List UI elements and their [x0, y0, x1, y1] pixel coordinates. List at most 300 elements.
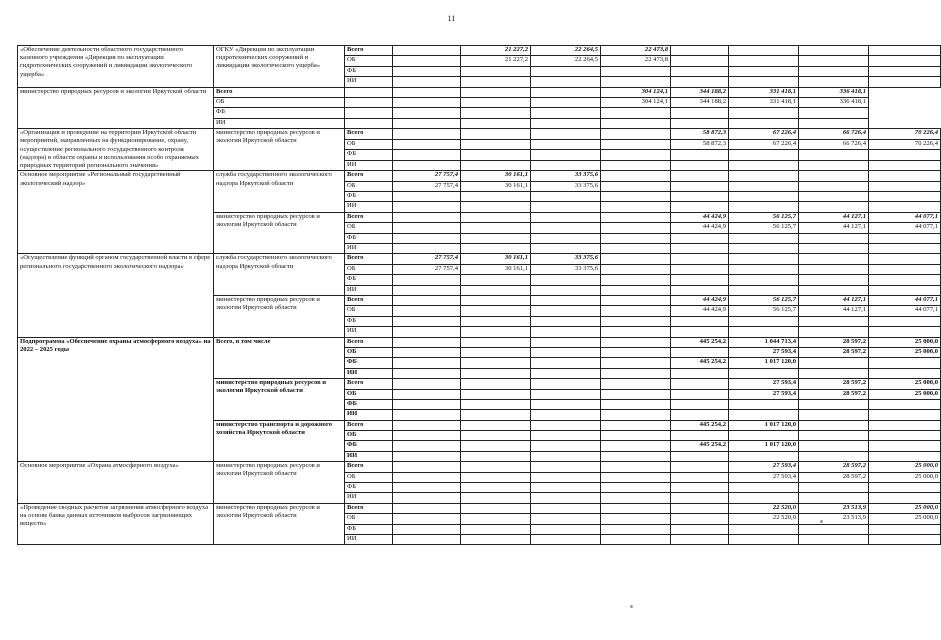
amount-cell: 44 077,1 — [869, 295, 941, 305]
funding-source-cell: ФБ — [345, 441, 393, 451]
funding-source-cell: Всего — [345, 212, 393, 222]
amount-cell — [461, 233, 531, 243]
amount-cell — [601, 316, 671, 326]
amount-cell — [461, 514, 531, 524]
amount-cell — [671, 399, 729, 409]
executor-cell: министерство транспорта и дорожного хозяйства Иркутской области — [214, 420, 345, 462]
executor-cell: министерство природных ресурсов и экологии Иркутской области — [214, 212, 345, 254]
amount-cell: 44 127,1 — [799, 295, 869, 305]
amount-cell — [461, 223, 531, 233]
funding-source-cell: ФБ — [345, 192, 393, 202]
amount-cell: 56 125,7 — [729, 306, 799, 316]
budget-table — [17, 45, 941, 545]
amount-cell: 58 872,3 — [671, 139, 729, 150]
amount-cell — [461, 150, 531, 161]
amount-cell — [531, 472, 601, 482]
amount-cell — [729, 192, 799, 202]
funding-source-cell: ФБ — [345, 275, 393, 285]
amount-cell: 344 188,2 — [671, 97, 729, 107]
amount-cell — [601, 503, 671, 513]
amount-cell — [671, 244, 729, 254]
amount-cell — [461, 244, 531, 254]
amount-cell — [869, 275, 941, 285]
amount-cell — [531, 358, 601, 368]
amount-cell — [461, 410, 531, 420]
amount-cell — [393, 441, 461, 451]
amount-cell — [729, 66, 799, 76]
amount-cell: 30 161,1 — [461, 254, 531, 264]
amount-cell — [799, 118, 869, 128]
amount-cell: 22 264,5 — [531, 56, 601, 66]
amount-cell — [799, 150, 869, 161]
amount-cell: 331 418,1 — [729, 97, 799, 107]
amount-cell: 27 757,4 — [393, 181, 461, 191]
amount-cell — [869, 420, 941, 430]
executor-cell: министерство природных ресурсов и экологии Иркутской области — [214, 129, 345, 171]
amount-cell — [531, 192, 601, 202]
amount-cell — [799, 524, 869, 534]
amount-cell — [799, 233, 869, 243]
amount-cell — [869, 202, 941, 212]
amount-cell — [601, 223, 671, 233]
amount-cell — [729, 316, 799, 326]
amount-cell — [601, 202, 671, 212]
amount-cell: 66 726,4 — [799, 139, 869, 150]
amount-cell — [601, 233, 671, 243]
funding-source-cell: ФБ — [345, 66, 393, 76]
amount-cell: 331 418,1 — [729, 87, 799, 97]
amount-cell — [869, 368, 941, 378]
amount-cell: 44 127,1 — [799, 212, 869, 222]
amount-cell — [601, 192, 671, 202]
amount-cell — [671, 233, 729, 243]
amount-cell — [393, 108, 461, 118]
amount-cell — [671, 171, 729, 181]
amount-cell — [601, 483, 671, 493]
funding-source-cell: ИИ — [345, 534, 393, 544]
amount-cell — [393, 129, 461, 140]
amount-cell — [461, 524, 531, 534]
amount-cell — [869, 233, 941, 243]
amount-cell: 21 227,2 — [461, 46, 531, 56]
amount-cell — [393, 451, 461, 461]
amount-cell — [869, 264, 941, 274]
amount-cell: 56 125,7 — [729, 295, 799, 305]
amount-cell: 1 017 120,0 — [729, 441, 799, 451]
amount-cell — [799, 192, 869, 202]
amount-cell — [799, 56, 869, 66]
amount-cell — [729, 108, 799, 118]
amount-cell — [671, 181, 729, 191]
amount-cell: 445 254,2 — [671, 358, 729, 368]
funding-source-cell: ИИ — [345, 451, 393, 461]
amount-cell — [799, 181, 869, 191]
amount-cell: 27 757,4 — [393, 254, 461, 264]
amount-cell — [393, 389, 461, 399]
amount-cell — [799, 202, 869, 212]
amount-cell — [461, 275, 531, 285]
amount-cell: 22 473,8 — [601, 56, 671, 66]
amount-cell — [671, 347, 729, 357]
amount-cell — [729, 150, 799, 161]
amount-cell — [393, 379, 461, 389]
amount-cell — [869, 77, 941, 87]
amount-cell — [729, 254, 799, 264]
measure-name-cell: «Обеспечение деятельности областного государственного казенного учреждения «Дирекция по эксплуатации гидротехнических сооружений и ликвидации экологического ущерба» — [18, 46, 214, 88]
amount-cell — [393, 118, 461, 128]
amount-cell — [461, 139, 531, 150]
amount-cell — [601, 493, 671, 503]
amount-cell — [461, 368, 531, 378]
amount-cell: 344 188,2 — [671, 87, 729, 97]
amount-cell — [531, 514, 601, 524]
table-row — [18, 337, 941, 347]
amount-cell — [869, 358, 941, 368]
amount-cell: 25 000,0 — [869, 347, 941, 357]
amount-cell — [601, 534, 671, 544]
measure-name-cell: «Организация и проведение на территории Иркутской области мероприятий, направленных на функционирование, охрану, осуществление регионального государственного контроля (надзора) в области охраны и использования особо охраняемых природных территорий регионального значения» — [18, 129, 214, 171]
amount-cell — [601, 337, 671, 347]
amount-cell — [393, 472, 461, 482]
amount-cell — [671, 56, 729, 66]
amount-cell — [461, 503, 531, 513]
funding-source-cell: Всего — [345, 295, 393, 305]
amount-cell: 44 424,9 — [671, 212, 729, 222]
amount-cell — [531, 379, 601, 389]
amount-cell — [869, 399, 941, 409]
executor-cell: министерство природных ресурсов и экологии Иркутской области — [214, 503, 345, 545]
amount-cell — [671, 431, 729, 441]
amount-cell — [869, 410, 941, 420]
amount-cell: 445 254,2 — [671, 441, 729, 451]
amount-cell — [461, 192, 531, 202]
amount-cell — [601, 441, 671, 451]
amount-cell — [531, 462, 601, 472]
amount-cell — [461, 399, 531, 409]
amount-cell — [393, 306, 461, 316]
amount-cell — [601, 358, 671, 368]
measure-name-cell: Основное мероприятие «Охрана атмосферного воздуха» — [18, 462, 214, 504]
amount-cell — [601, 77, 671, 87]
amount-cell: 28 597,2 — [799, 347, 869, 357]
amount-cell — [531, 285, 601, 295]
amount-cell — [799, 285, 869, 295]
amount-cell — [531, 399, 601, 409]
funding-source-cell: ИИ — [345, 160, 393, 171]
amount-cell: 70 226,4 — [869, 139, 941, 150]
amount-cell: 28 597,2 — [799, 337, 869, 347]
amount-cell — [461, 347, 531, 357]
amount-cell — [799, 327, 869, 337]
amount-cell — [671, 150, 729, 161]
amount-cell — [869, 192, 941, 202]
funding-source-cell: ИИ — [345, 202, 393, 212]
amount-cell — [729, 118, 799, 128]
amount-cell: 44 077,1 — [869, 212, 941, 222]
amount-cell — [601, 66, 671, 76]
amount-cell — [531, 129, 601, 140]
funding-source-cell: Всего — [345, 46, 393, 56]
amount-cell: 22 473,8 — [601, 46, 671, 56]
amount-cell: 27 593,4 — [729, 389, 799, 399]
amount-cell — [461, 441, 531, 451]
executor-cell: министерство природных ресурсов и экологии Иркутской области — [214, 462, 345, 504]
funding-source-cell: ИИ — [345, 244, 393, 254]
executor-cell: ОГКУ «Дирекция по эксплуатации гидротехнических сооружений и ликвидации экологического ущерба» — [214, 46, 345, 88]
amount-cell: 66 726,4 — [799, 129, 869, 140]
funding-source-cell: ИИ — [345, 493, 393, 503]
amount-cell — [601, 306, 671, 316]
amount-cell — [461, 462, 531, 472]
funding-source-cell: ОБ — [345, 347, 393, 357]
amount-cell — [601, 451, 671, 461]
amount-cell: 25 000,0 — [869, 337, 941, 347]
amount-cell — [601, 399, 671, 409]
amount-cell — [531, 441, 601, 451]
amount-cell — [671, 160, 729, 171]
funding-source-cell: ОБ — [345, 306, 393, 316]
amount-cell — [729, 327, 799, 337]
amount-cell — [869, 56, 941, 66]
amount-cell — [729, 399, 799, 409]
amount-cell — [729, 77, 799, 87]
amount-cell — [671, 66, 729, 76]
amount-cell: 336 418,1 — [799, 97, 869, 107]
amount-cell — [671, 108, 729, 118]
amount-cell — [671, 389, 729, 399]
amount-cell — [869, 451, 941, 461]
amount-cell: 25 000,0 — [869, 472, 941, 482]
funding-source-cell: ОБ — [345, 264, 393, 274]
amount-cell — [869, 160, 941, 171]
funding-source-cell: ИИ — [345, 368, 393, 378]
amount-cell — [799, 171, 869, 181]
amount-cell — [601, 514, 671, 524]
funding-source-cell: ОБ — [214, 97, 345, 107]
amount-cell — [869, 66, 941, 76]
amount-cell — [393, 368, 461, 378]
amount-cell — [393, 150, 461, 161]
amount-cell — [393, 316, 461, 326]
amount-cell — [601, 410, 671, 420]
amount-cell: 44 077,1 — [869, 223, 941, 233]
amount-cell — [345, 97, 393, 107]
funding-source-cell: ОБ — [345, 139, 393, 150]
amount-cell — [729, 534, 799, 544]
amount-cell — [869, 534, 941, 544]
amount-cell — [461, 493, 531, 503]
amount-cell — [799, 483, 869, 493]
amount-cell — [799, 451, 869, 461]
amount-cell — [393, 431, 461, 441]
amount-cell — [601, 212, 671, 222]
amount-cell — [531, 524, 601, 534]
amount-cell — [799, 431, 869, 441]
amount-cell — [461, 451, 531, 461]
amount-cell: 23 513,9 — [799, 514, 869, 524]
amount-cell: 445 254,2 — [671, 337, 729, 347]
amount-cell — [729, 483, 799, 493]
amount-cell — [461, 420, 531, 430]
amount-cell — [461, 87, 531, 97]
amount-cell — [531, 327, 601, 337]
funding-source-cell: ОБ — [345, 389, 393, 399]
amount-cell — [461, 285, 531, 295]
amount-cell — [531, 118, 601, 128]
amount-cell — [393, 399, 461, 409]
amount-cell — [869, 327, 941, 337]
amount-cell — [531, 389, 601, 399]
amount-cell — [531, 160, 601, 171]
amount-cell — [461, 129, 531, 140]
amount-cell: 1 044 713,4 — [729, 337, 799, 347]
funding-source-cell: ОБ — [345, 181, 393, 191]
amount-cell — [601, 181, 671, 191]
amount-cell — [461, 77, 531, 87]
amount-cell — [799, 244, 869, 254]
funding-source-cell: ОБ — [345, 56, 393, 66]
amount-cell — [671, 534, 729, 544]
amount-cell: 27 593,4 — [729, 379, 799, 389]
amount-cell — [393, 337, 461, 347]
amount-cell — [393, 233, 461, 243]
amount-cell — [601, 368, 671, 378]
funding-source-cell: ИИ — [214, 118, 345, 128]
amount-cell — [393, 327, 461, 337]
table-row — [18, 129, 941, 140]
amount-cell: 27 593,4 — [729, 462, 799, 472]
amount-cell: 304 124,1 — [601, 97, 671, 107]
amount-cell — [393, 514, 461, 524]
funding-source-cell: ФБ — [214, 108, 345, 118]
amount-cell — [671, 514, 729, 524]
amount-cell: 1 017 120,0 — [729, 358, 799, 368]
amount-cell — [671, 264, 729, 274]
amount-cell: 25 000,0 — [869, 379, 941, 389]
amount-cell — [729, 451, 799, 461]
amount-cell — [601, 379, 671, 389]
amount-cell — [461, 472, 531, 482]
amount-cell — [461, 379, 531, 389]
amount-cell: 44 424,9 — [671, 223, 729, 233]
amount-cell — [729, 275, 799, 285]
funding-source-cell: ИИ — [345, 327, 393, 337]
funding-source-cell: ОБ — [345, 514, 393, 524]
amount-cell — [799, 264, 869, 274]
amount-cell — [601, 118, 671, 128]
measure-name-cell: «Проведение сводных расчетов загрязнения атмосферного воздуха на основе банка данных источников выбросов загрязняющих веществ» — [18, 503, 214, 545]
amount-cell: 336 418,1 — [799, 87, 869, 97]
amount-cell — [869, 316, 941, 326]
amount-cell — [799, 108, 869, 118]
amount-cell — [671, 472, 729, 482]
amount-cell — [393, 77, 461, 87]
funding-source-cell: Всего — [345, 503, 393, 513]
amount-cell — [345, 108, 393, 118]
executor-cell: служба государственного экологического надзора Иркутской области — [214, 254, 345, 296]
amount-cell: 27 757,4 — [393, 264, 461, 274]
amount-cell — [601, 327, 671, 337]
amount-cell — [729, 431, 799, 441]
amount-cell — [531, 316, 601, 326]
amount-cell — [799, 493, 869, 503]
amount-cell: 44 424,9 — [671, 306, 729, 316]
amount-cell: 22 264,5 — [531, 46, 601, 56]
funding-source-cell: ОБ — [345, 472, 393, 482]
funding-source-cell: Всего — [345, 420, 393, 430]
amount-cell — [799, 254, 869, 264]
funding-source-cell: Всего — [345, 337, 393, 347]
executor-cell: Всего, в том числе — [214, 337, 345, 379]
amount-cell — [729, 233, 799, 243]
amount-cell — [393, 223, 461, 233]
page-number: 11 — [447, 14, 456, 23]
amount-cell — [393, 462, 461, 472]
amount-cell — [531, 97, 601, 107]
amount-cell — [393, 285, 461, 295]
funding-source-cell: Всего — [345, 254, 393, 264]
funding-source-cell: ОБ — [345, 223, 393, 233]
table-row — [18, 462, 941, 472]
amount-cell — [393, 295, 461, 305]
amount-cell — [601, 295, 671, 305]
amount-cell — [461, 389, 531, 399]
amount-cell: 67 226,4 — [729, 129, 799, 140]
amount-cell — [869, 285, 941, 295]
amount-cell: 304 124,1 — [601, 87, 671, 97]
amount-cell: 58 872,3 — [671, 129, 729, 140]
amount-cell — [671, 462, 729, 472]
amount-cell — [531, 223, 601, 233]
amount-cell — [461, 160, 531, 171]
funding-source-cell: Всего — [214, 87, 345, 97]
amount-cell — [671, 285, 729, 295]
amount-cell — [601, 347, 671, 357]
amount-cell — [799, 275, 869, 285]
amount-cell — [799, 368, 869, 378]
measure-name-cell: «Осуществление функций органом государственной власти в сфере регионального государственного экологического надзора» — [18, 254, 214, 337]
amount-cell — [531, 306, 601, 316]
amount-cell — [729, 524, 799, 534]
amount-cell — [531, 244, 601, 254]
funding-source-cell: ФБ — [345, 150, 393, 161]
funding-source-cell: ФБ — [345, 358, 393, 368]
funding-source-cell: ОБ — [345, 431, 393, 441]
amount-cell — [601, 285, 671, 295]
amount-cell — [799, 46, 869, 56]
amount-cell — [671, 410, 729, 420]
amount-cell — [601, 462, 671, 472]
scan-speck — [820, 520, 823, 523]
amount-cell — [869, 171, 941, 181]
amount-cell — [671, 483, 729, 493]
amount-cell — [799, 77, 869, 87]
amount-cell — [393, 347, 461, 357]
amount-cell: 44 424,9 — [671, 295, 729, 305]
amount-cell — [671, 316, 729, 326]
amount-cell — [869, 254, 941, 264]
amount-cell — [671, 379, 729, 389]
amount-cell: 30 161,1 — [461, 171, 531, 181]
amount-cell: 33 375,6 — [531, 171, 601, 181]
amount-cell — [393, 420, 461, 430]
scan-speck — [630, 605, 633, 608]
amount-cell — [799, 358, 869, 368]
funding-source-cell: ФБ — [345, 316, 393, 326]
amount-cell — [461, 358, 531, 368]
amount-cell: 27 757,4 — [393, 171, 461, 181]
amount-cell — [601, 264, 671, 274]
